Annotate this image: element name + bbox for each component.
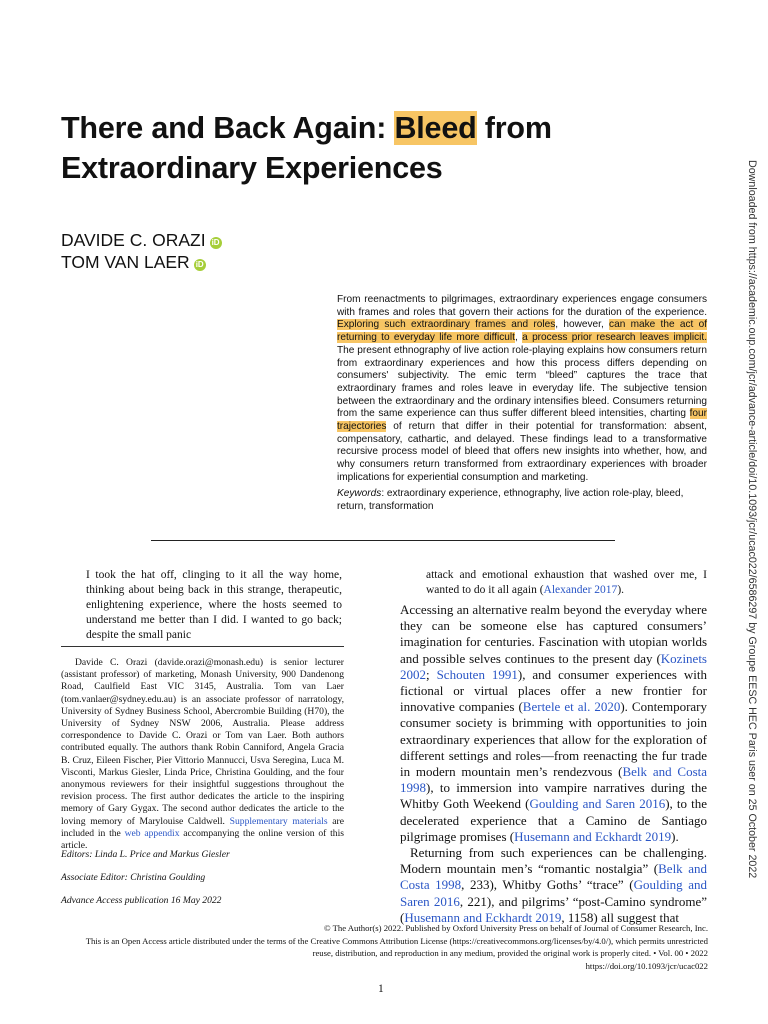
citation-link[interactable]: Goulding and Saren 2016 <box>400 877 707 909</box>
author-footnote <box>61 657 344 852</box>
epigraph-text: attack and emotional exhaustion that washed over me, I wanted to do it all again ( <box>426 569 707 597</box>
body-span: ). Contemporary consumer society is brimming with opportunities to join extraordinary experiences that allow for the exploration of different settings and roles—from reenacting the fur trade in modern mountain men’s rendezvous ( <box>400 699 707 780</box>
citation-link[interactable]: Alexander 2017 <box>543 584 618 597</box>
copyright-footer <box>61 922 708 972</box>
keywords-label: Keywords <box>337 488 382 499</box>
citation-link[interactable]: Bertele et al. 2020 <box>522 699 621 715</box>
author-name: DAVIDE C. ORAZI <box>61 230 206 250</box>
footnote-text: are included in the <box>61 815 344 839</box>
citation-link[interactable]: Schouten 1991 <box>436 666 518 682</box>
author-name: TOM VAN LAER <box>61 252 190 272</box>
body-span: , 221), and pilgrims’ “post-Camino syndrome” ( <box>400 893 707 925</box>
footnote-text: Davide C. Orazi (davide.orazi@monash.edu) is senior lecturer (assistant professor) of marketing, Monash University, 900 Dandenong Road, Caulfield East VIC 3145, Australia. Tom van Laer (tom.vanlaer@sydney.edu.au) is an associate professor of narratology, University of Sydney Business School, Abercrombie Building (H70), the University of Sydney NSW 2006, Australia. Please address correspondence to Davide C. Orazi or Tom van Laer. Both authors contributed equally. The authors thank Robin Canniford, Angela Gracia B. Cruz, Eileen Fischer, Pier Vittorio Mannucci, Usva Seregina, Luca M. Visconti, Markus Giesler, Linda Price, Christina Goulding, and the four anonymous reviewers for their insightful suggestions throughout the revision process. The first author dedicates the article to the inspiring memory of Gary Gygax. The second author dedicates the article to the loving memory of Marylouise Caldwell. <box>61 657 344 827</box>
epigraph-right <box>426 568 707 598</box>
abstract-highlight: Exploring such extraordinary frames and roles <box>337 319 556 331</box>
associate-editor-line: Associate Editor: Christina Goulding <box>61 872 206 883</box>
title-line-2: Extraordinary Experiences <box>61 151 443 185</box>
citation-link[interactable]: Belk and Costa 1998 <box>400 861 708 893</box>
abstract-highlight: a process prior research leaves implicit. <box>522 332 707 344</box>
download-banner <box>746 160 760 879</box>
page-number: 1 <box>378 983 384 995</box>
body-span: , 1158) all suggest that <box>561 909 679 925</box>
body-span: , 233), Whitby Goths’ “trace” ( <box>461 877 634 893</box>
body-span: ). <box>671 828 679 844</box>
body-span: Accessing an alternative realm beyond the everyday where they can be someone else has captured consumers’ imagination for centuries. Fascination with utopian worlds and possible selves continues to the present day ( <box>400 602 707 666</box>
abstract-text: , however, <box>555 319 610 331</box>
abstract-text: of return that differ in their potential for transformation: absent, compensatory, cathartic, and delayed. These findings lead to a transformative recursive process model of bleed that offers new insights into whether, how, and why consumers return transformed from extraordinary experiences with broader implications for experiential consumption and marketing. <box>337 421 707 483</box>
citation-link[interactable]: Husemann and Eckhardt 2019 <box>514 828 672 844</box>
footer-line: reuse, distribution, and reproduction in any medium, provided the original work is properly cited. • Vol. 00 • 2022 <box>312 948 708 958</box>
author-2 <box>61 251 206 273</box>
body-span: ), and consumer experiences with fictional or virtual places offer a new frontier for innovative companies ( <box>400 666 707 715</box>
keywords <box>337 488 707 513</box>
epigraph-left: I took the hat off, clinging to it all the way home, thinking about being back in this strange, therapeutic, enlightening experience, where the hosts seemed to understand me better than I did. I wanted to go back; despite the small panic <box>86 569 342 642</box>
abstract-highlight: can make the act of returning to everyday life more difficult <box>337 319 708 344</box>
article-title <box>61 108 681 188</box>
body-span: ), to immersion into vampire narratives during the Whitby Goth Weekend ( <box>400 780 707 812</box>
section-divider <box>151 540 615 541</box>
title-highlight: Bleed <box>394 111 477 145</box>
editors-line: Editors: Linda L. Price and Markus Giesler <box>61 849 230 860</box>
title-text: There and Back Again: <box>61 111 395 145</box>
web-appendix-link[interactable]: web appendix <box>124 827 180 839</box>
citation-link[interactable]: Kozinets 2002 <box>400 650 707 682</box>
citation-link[interactable]: Belk and Costa 1998 <box>400 764 708 796</box>
orcid-icon[interactable]: iD <box>195 260 204 269</box>
footer-line: This is an Open Access article distributed under the terms of the Creative Commons Attribution License (https://creativecommons.org/licenses/by/4.0/), which permits unrestricted <box>85 935 708 946</box>
keywords-text: : extraordinary experience, ethnography, live action role-play, bleed, return, transformation <box>337 488 684 512</box>
body-span: ; <box>426 666 437 682</box>
abstract-text: From reenactments to pilgrimages, extraordinary experiences engage consumers with frames and roles that govern their actions for the duration of the experience. <box>337 294 707 318</box>
abstract <box>337 294 707 485</box>
footnote-text: accompanying the online version of this article. <box>61 827 344 852</box>
body-span: Returning from such experiences can be challenging. Modern mountain men’s “romantic nostalgia” ( <box>400 845 707 877</box>
paragraph <box>400 845 707 926</box>
supplementary-link[interactable]: Supplementary materials <box>229 815 328 827</box>
advance-access-line: Advance Access publication 16 May 2022 <box>61 895 222 906</box>
epigraph-text: ). <box>617 584 625 597</box>
citation-link[interactable]: Husemann and Eckhardt 2019 <box>404 909 562 925</box>
footnote-divider <box>61 646 344 647</box>
doi-link[interactable]: https://doi.org/10.1093/jcr/ucac022 <box>585 960 708 971</box>
abstract-text: The present ethnography of live action role-playing explains how consumers return from extraordinary experiences and how this process differs depending on consumers' subjectivity. The emic term “bleed” captures the trace that extraordinary frames and roles leave in everyday life. The subjective tension between the extraordinary and the ordinary intensifies bleed. Consumers returning from the same experience can thus suffer different bleed intensities, charting <box>337 344 707 420</box>
paragraph <box>400 602 707 845</box>
body-text <box>400 602 707 926</box>
abstract-highlight: four trajectories <box>337 408 707 433</box>
abstract-text: , <box>514 332 523 344</box>
author-1 <box>61 229 222 251</box>
title-text-end: from <box>476 111 552 145</box>
orcid-icon[interactable]: iD <box>211 238 220 247</box>
body-span: ), to the decelerated experience that a Camino de Santiago pilgrimage promises ( <box>400 796 707 844</box>
footer-line: © The Author(s) 2022. Published by Oxford University Press on behalf of Journal of Consumer Research, Inc. <box>323 923 708 933</box>
citation-link[interactable]: Goulding and Saren 2016 <box>529 796 666 812</box>
download-banner-text: Downloaded from https://academic.oup.com/jcr/advance-article/doi/10.1093/jcr/ucac022/6586297 by Groupe EESC HEC Paris user on 25 October 2022 <box>746 160 758 879</box>
